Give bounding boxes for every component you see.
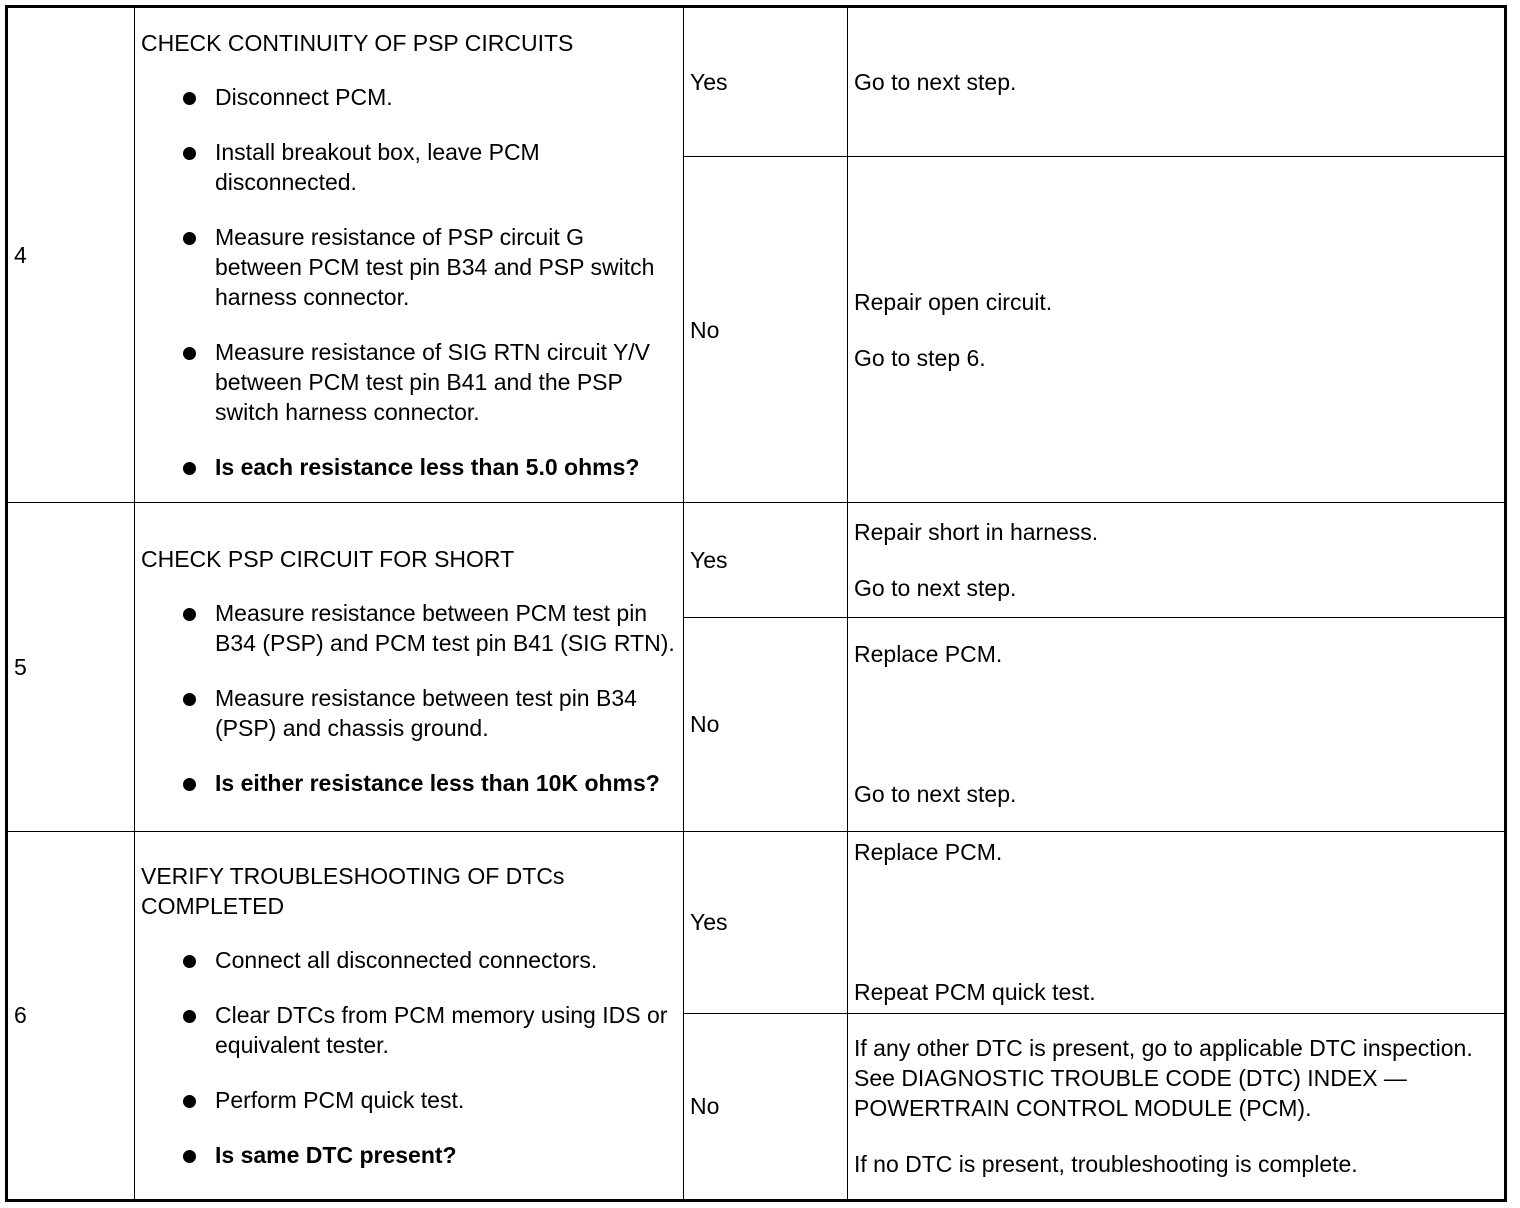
result-text: Repeat PCM quick test. <box>854 979 1096 1006</box>
list-item: Measure resistance between test pin B34 (PSP) and chassis ground. <box>183 683 677 743</box>
result-yes <box>848 7 1506 157</box>
answer-no: No <box>684 157 848 503</box>
result-text: If any other DTC is present, go to applicable DTC inspection. See DIAGNOSTIC TROUBLE CODE (DTC) INDEX — POWERTRAIN CONTROL MODULE (PCM). <box>854 1035 1473 1122</box>
result-text: Repair open circuit. <box>854 288 1053 315</box>
bullet-icon <box>183 1095 196 1108</box>
bullet-icon <box>183 1150 196 1163</box>
step-action <box>135 831 684 1200</box>
answer-no: No <box>684 617 848 831</box>
bullet-icon <box>183 147 196 160</box>
list-item: Perform PCM quick test. <box>183 1085 677 1115</box>
step-question: Is each resistance less than 5.0 ohms? <box>183 452 677 482</box>
step-number: 4 <box>7 7 135 503</box>
result-no <box>848 1013 1506 1200</box>
bullet-icon <box>183 92 196 105</box>
bullet-icon <box>183 778 196 791</box>
diagnostic-procedure-table <box>5 5 1507 1202</box>
result-text: Replace PCM. <box>854 839 1003 866</box>
action-list <box>141 82 677 482</box>
result-text: Go to next step. <box>854 574 1017 601</box>
step-question: Is either resistance less than 10K ohms? <box>183 768 677 798</box>
result-yes <box>848 831 1506 1013</box>
action-list <box>141 945 677 1170</box>
result-text: Repair short in harness. <box>854 518 1099 545</box>
step-question: Is same DTC present? <box>183 1140 677 1170</box>
result-text: Replace PCM. <box>854 641 1003 668</box>
answer-yes: Yes <box>684 7 848 157</box>
bullet-icon <box>183 693 196 706</box>
bullet-icon <box>183 232 196 245</box>
step-number: 5 <box>7 503 135 831</box>
result-no <box>848 617 1506 831</box>
answer-no: No <box>684 1013 848 1200</box>
bullet-icon <box>183 608 196 621</box>
list-item: Install breakout box, leave PCM disconnected. <box>183 137 677 197</box>
list-item: Disconnect PCM. <box>183 82 677 112</box>
table-row <box>7 831 1506 1013</box>
list-item: Measure resistance between PCM test pin B34 (PSP) and PCM test pin B41 (SIG RTN). <box>183 598 677 658</box>
list-item: Clear DTCs from PCM memory using IDS or equivalent tester. <box>183 1000 677 1060</box>
list-item: Measure resistance of SIG RTN circuit Y/V between PCM test pin B41 and the PSP switch harness connector. <box>183 337 677 427</box>
action-list <box>141 598 677 798</box>
result-text: If no DTC is present, troubleshooting is complete. <box>854 1151 1358 1178</box>
list-item: Measure resistance of PSP circuit G between PCM test pin B34 and PSP switch harness connector. <box>183 222 677 312</box>
step-title: CHECK CONTINUITY OF PSP CIRCUITS <box>141 30 574 57</box>
step-number: 6 <box>7 831 135 1200</box>
step-action <box>135 7 684 503</box>
bullet-icon <box>183 347 196 360</box>
answer-yes: Yes <box>684 831 848 1013</box>
result-text: Go to next step. <box>854 69 1017 96</box>
list-item: Connect all disconnected connectors. <box>183 945 677 975</box>
step-title: VERIFY TROUBLESHOOTING OF DTCs COMPLETED <box>141 862 565 919</box>
bullet-icon <box>183 462 196 475</box>
result-no <box>848 157 1506 503</box>
result-text: Go to next step. <box>854 781 1017 808</box>
step-action <box>135 503 684 831</box>
answer-yes: Yes <box>684 503 848 617</box>
bullet-icon <box>183 1010 196 1023</box>
table-row <box>7 503 1506 617</box>
table-row <box>7 7 1506 157</box>
result-text: Go to step 6. <box>854 344 986 371</box>
result-yes <box>848 503 1506 617</box>
bullet-icon <box>183 955 196 968</box>
step-title: CHECK PSP CIRCUIT FOR SHORT <box>141 546 515 573</box>
